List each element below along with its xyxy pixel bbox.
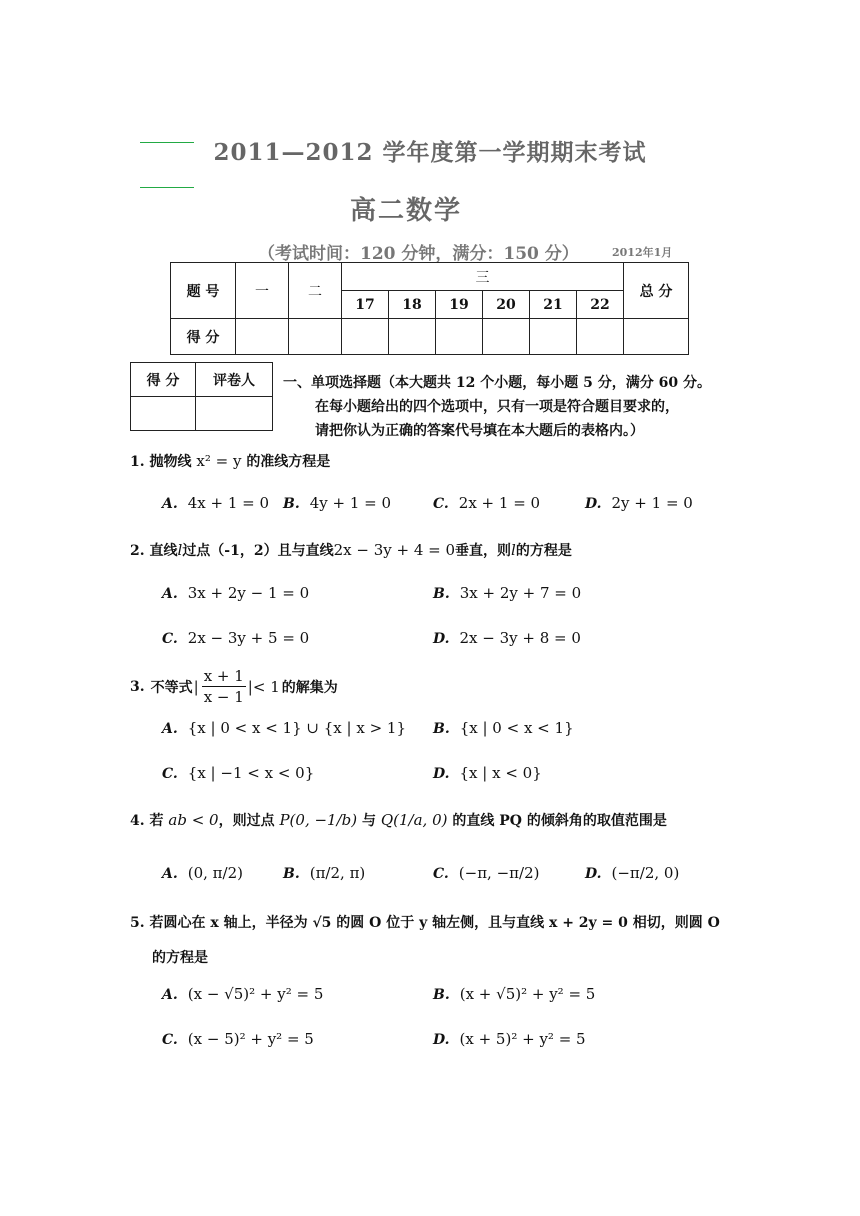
score-table [170,262,689,355]
question-5-line-2: 的方程是 [152,950,208,966]
grader-score-label: 得 分 [131,363,196,397]
col-q17: 17 [342,291,389,319]
question-3: 3. 不等式 | x + 1 x − 1 | < 1 的解集为 [130,667,338,706]
label-question-number: 题 号 [171,263,236,319]
q3-option-c[interactable]: C. {x | −1 < x < 0} [162,764,315,782]
score-cell [436,319,483,355]
grader-score-cell [131,397,196,431]
q3-option-b[interactable]: B. {x | 0 < x < 1} [433,719,574,737]
question-2: 2. 直线l过点（-1，2）且与直线2x − 3y + 4 = 0垂直，则l的方程是 [130,541,572,559]
q5-option-c[interactable]: C. (x − 5)² + y² = 5 [162,1030,314,1048]
section-instructions [283,371,727,443]
section-line-3: 请把你认为正确的答案代号填在本大题后的表格内。） [315,423,644,439]
score-cell [577,319,624,355]
question-5: 5. 若圆心在 x 轴上，半径为 √5 的圆 O 位于 y 轴左侧，且与直线 x + 2y = 0 相切，则圆 O [130,915,720,931]
grader-name-label: 评卷人 [196,363,273,397]
score-cell [530,319,577,355]
exam-info: （考试时间：120 分钟，满分：150 分） [258,244,579,264]
q4-option-a[interactable]: A. (0, π/2) [162,864,243,882]
q3-option-a[interactable]: A. {x | 0 < x < 1} ∪ {x | x > 1} [162,719,406,737]
col-q20: 20 [483,291,530,319]
q3-fraction: x + 1 x − 1 [203,667,244,706]
q2-option-b[interactable]: B. 3x + 2y + 7 = 0 [433,584,582,602]
q2-option-d[interactable]: D. 2x − 3y + 8 = 0 [433,629,581,647]
grader-table [130,362,273,431]
col-q22: 22 [577,291,624,319]
decorative-line [140,187,194,188]
q1-option-d[interactable]: D. 2y + 1 = 0 [585,494,693,512]
score-cell [289,319,342,355]
q4-option-b[interactable]: B. (π/2, π) [283,864,366,882]
score-cell [389,319,436,355]
col-section-3: 三 [342,263,624,291]
section-line-1: 一、单项选择题（本大题共 12 个小题，每小题 5 分，满分 60 分。 [283,375,711,391]
question-1: 1. 抛物线 x² = y 的准线方程是 [130,452,331,470]
q1-option-a[interactable]: A. 4x + 1 = 0 [162,494,270,512]
q5-option-b[interactable]: B. (x + √5)² + y² = 5 [433,985,596,1003]
q5-option-d[interactable]: D. (x + 5)² + y² = 5 [433,1030,586,1048]
col-section-2: 二 [289,263,342,319]
label-score: 得 分 [171,319,236,355]
q3-option-d[interactable]: D. {x | x < 0} [433,764,542,782]
exam-subject: 高二数学 [349,196,462,226]
q2-option-c[interactable]: C. 2x − 3y + 5 = 0 [162,629,310,647]
score-cell [236,319,289,355]
q1-option-b[interactable]: B. 4y + 1 = 0 [283,494,392,512]
score-cell [483,319,530,355]
q1-option-c[interactable]: C. 2x + 1 = 0 [433,494,541,512]
question-4: 4. 若 ab < 0，则过点 P(0, −1/b) 与 Q(1/a, 0) 的直线 PQ 的倾斜角的取值范围是 [130,811,667,829]
q2-option-a[interactable]: A. 3x + 2y − 1 = 0 [162,584,310,602]
exam-title: 2011—2012 学年度第一学期期末考试 [213,139,647,166]
exam-date: 2012年1月 [612,246,673,259]
score-cell [624,319,689,355]
col-section-1: 一 [236,263,289,319]
q4-option-c[interactable]: C. (−π, −π/2) [433,864,540,882]
q4-option-d[interactable]: D. (−π/2, 0) [585,864,680,882]
score-cell [342,319,389,355]
col-q19: 19 [436,291,483,319]
grader-name-cell [196,397,273,431]
q5-option-a[interactable]: A. (x − √5)² + y² = 5 [162,985,324,1003]
col-q18: 18 [389,291,436,319]
col-q21: 21 [530,291,577,319]
section-line-2: 在每小题给出的四个选项中，只有一项是符合题目要求的， [315,399,679,415]
col-total: 总 分 [624,263,689,319]
